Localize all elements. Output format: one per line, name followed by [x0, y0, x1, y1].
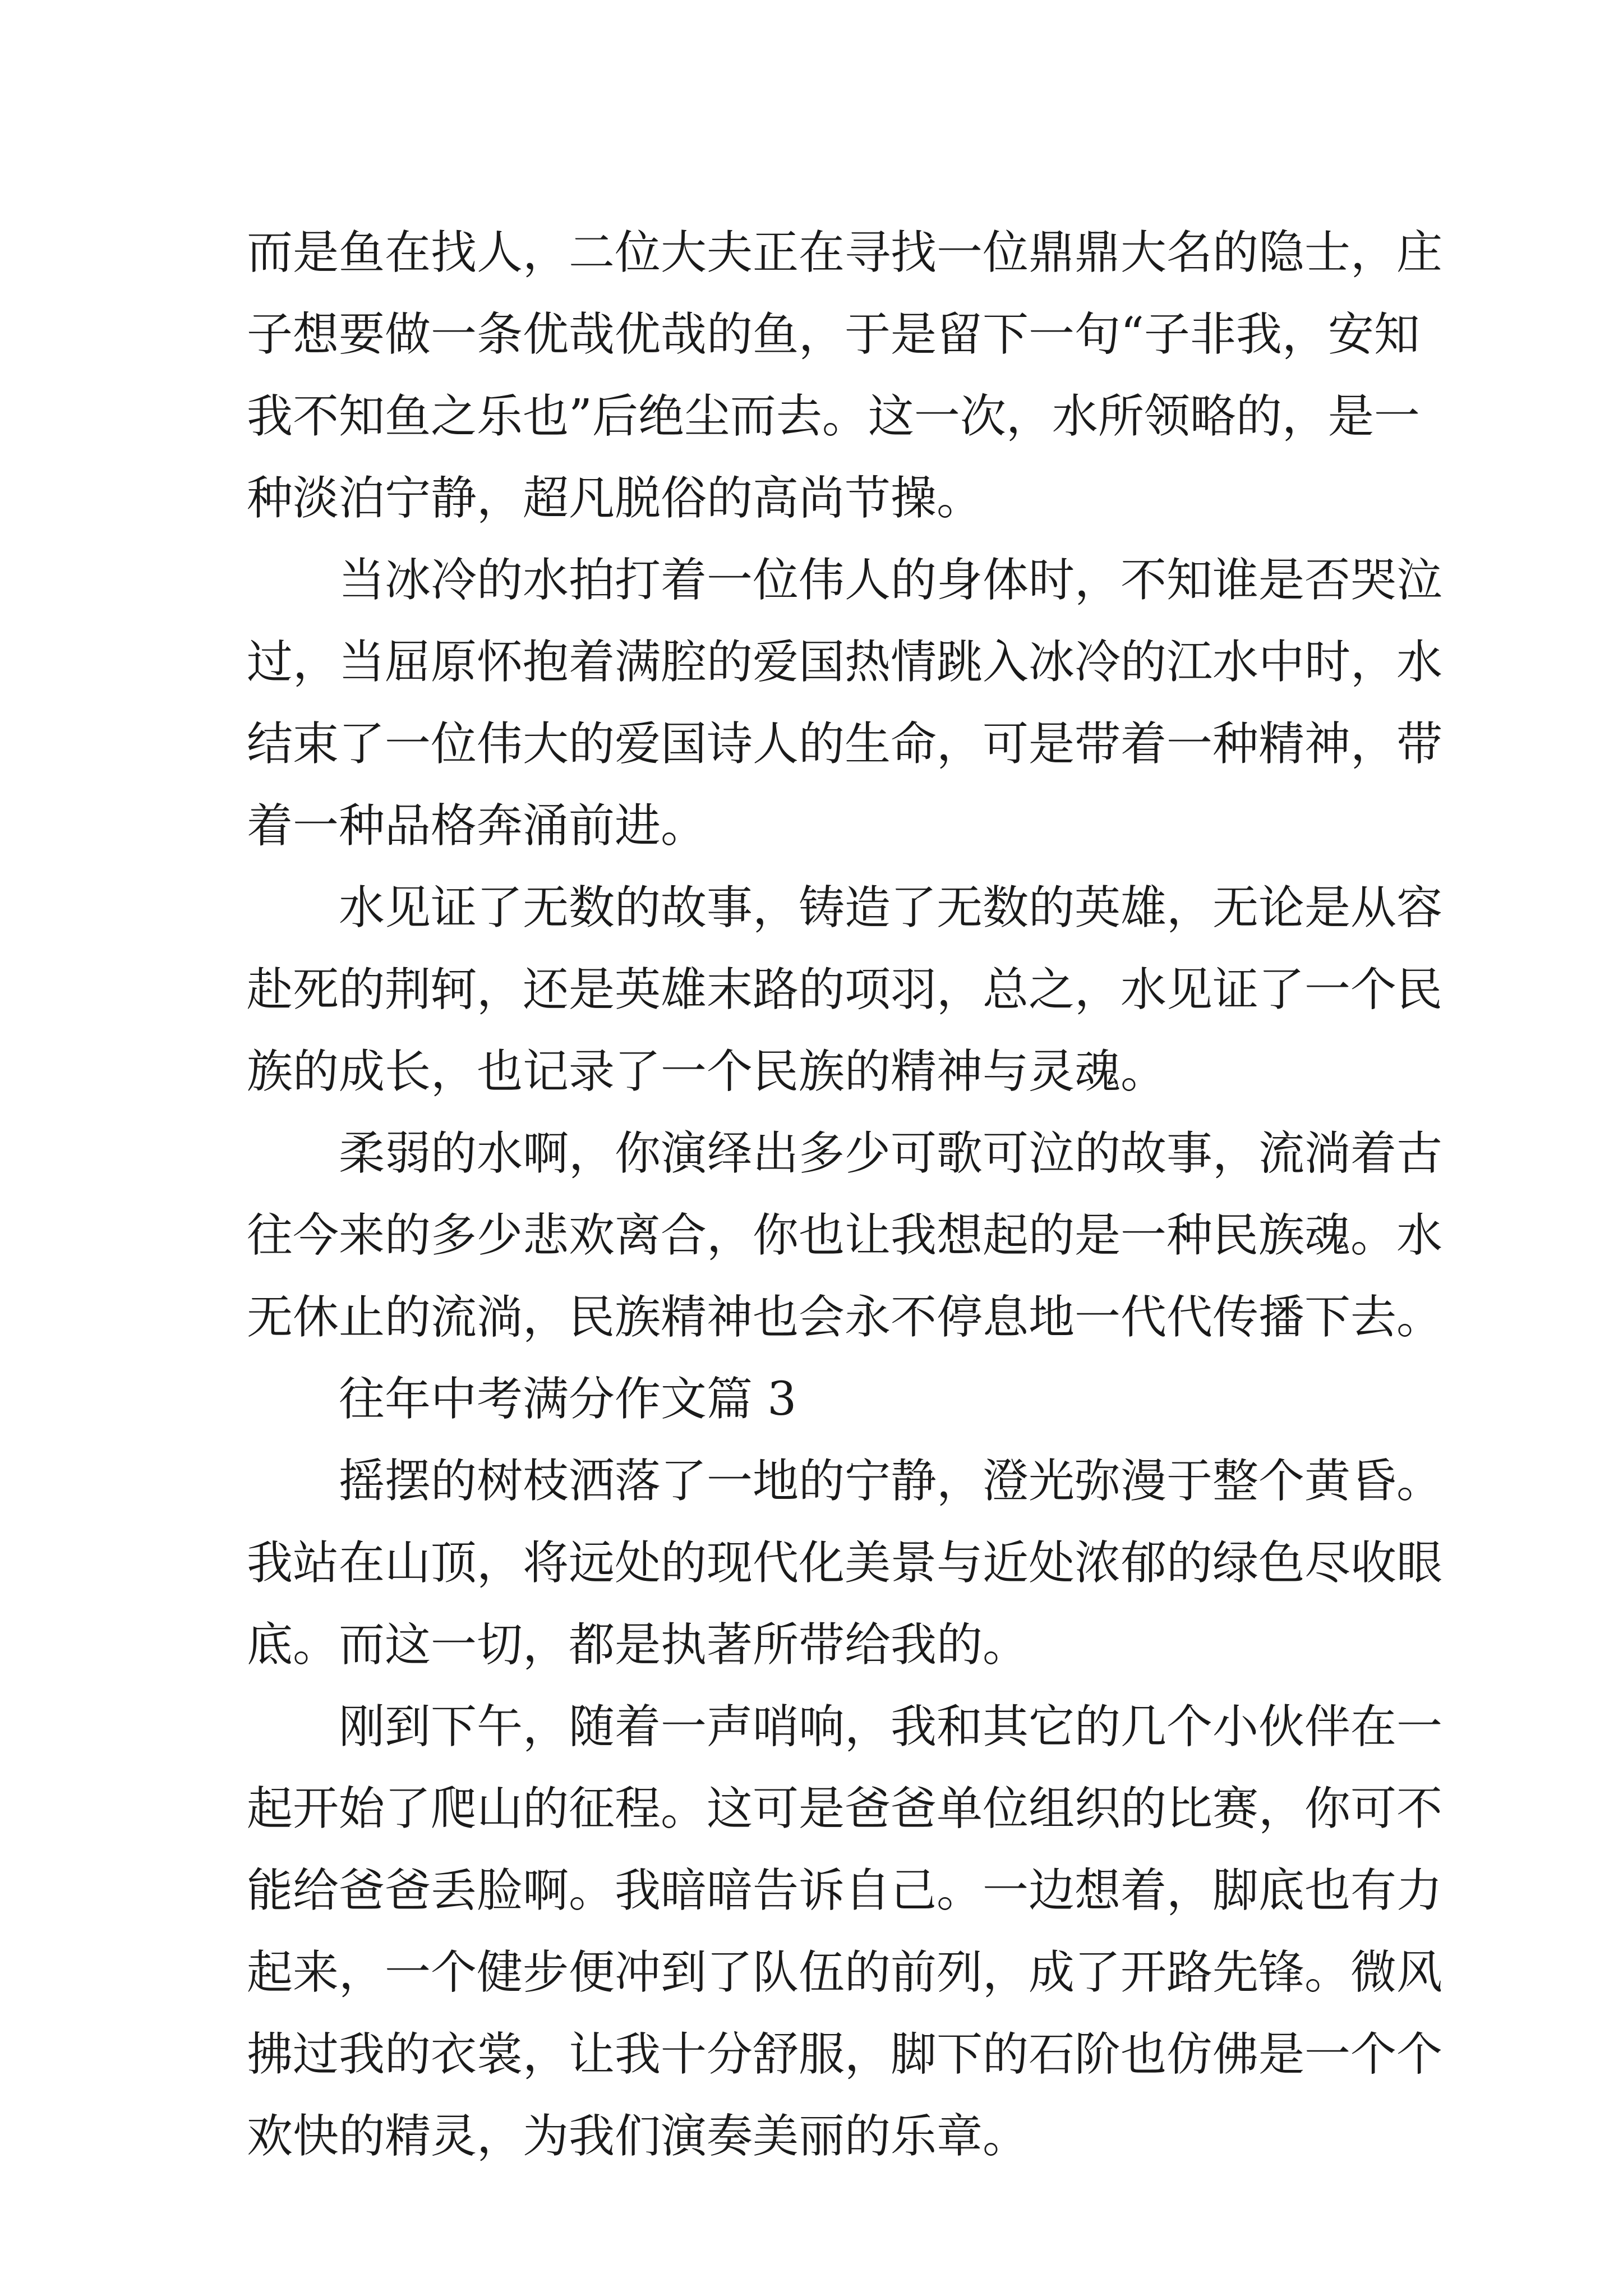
- section-heading: 往年中考满分作文篇 3: [339, 1373, 797, 1426]
- paragraph-first-line: 柔弱的水啊，你演绎出多少可歌可泣的故事，流淌着古: [339, 1127, 1443, 1180]
- text-line: 结束了一位伟大的爱国诗人的生命，可是带着一种精神，带: [247, 717, 1443, 771]
- text-line: 底。而这一切，都是执著所带给我的。: [247, 1618, 1029, 1672]
- text-line: 着一种品格奔涌前进。: [247, 799, 707, 853]
- paragraph-first-line: 摇摆的树枝洒落了一地的宁静，澄光弥漫于整个黄昏。: [339, 1455, 1443, 1508]
- text-line: 无休止的流淌，民族精神也会永不停息地一代代传播下去。: [247, 1291, 1443, 1344]
- text-line: 过，当屈原怀抱着满腔的爱国热情跳入冰冷的江水中时，水: [247, 636, 1443, 689]
- paragraph-first-line: 刚到下午，随着一声哨响，我和其它的几个小伙伴在一: [339, 1700, 1443, 1754]
- text-line: 我不知鱼之乐也”后绝尘而去。这一次，水所领略的，是一: [247, 390, 1420, 443]
- text-line: 族的成长，也记录了一个民族的精神与灵魂。: [247, 1045, 1167, 1098]
- text-line: 而是鱼在找人，二位大夫正在寻找一位鼎鼎大名的隐士，庄: [247, 226, 1443, 279]
- text-line: 我站在山顶，将远处的现代化美景与近处浓郁的绿色尽收眼: [247, 1536, 1443, 1590]
- text-line: 子想要做一条优哉优哉的鱼，于是留下一句“子非我，安知: [247, 308, 1420, 361]
- paragraph-first-line: 当冰冷的水拍打着一位伟人的身体时，不知谁是否哭泣: [339, 554, 1443, 607]
- text-line: 拂过我的衣裳，让我十分舒服，脚下的石阶也仿佛是一个个: [247, 2028, 1443, 2081]
- text-line: 欢快的精灵，为我们演奏美丽的乐章。: [247, 2110, 1029, 2163]
- body-text: [247, 212, 1443, 2178]
- paragraph-first-line: 水见证了无数的故事，铸造了无数的英雄，无论是从容: [339, 881, 1443, 935]
- text-line: 往今来的多少悲欢离合，你也让我想起的是一种民族魂。水: [247, 1209, 1443, 1262]
- text-line: 赴死的荆轲，还是英雄末路的项羽，总之，水见证了一个民: [247, 963, 1443, 1016]
- text-line: 起开始了爬山的征程。这可是爸爸单位组织的比赛，你可不: [247, 1782, 1443, 1835]
- text-line: 种淡泊宁静，超凡脱俗的高尚节操。: [247, 472, 983, 525]
- text-line: 起来，一个健步便冲到了队伍的前列，成了开路先锋。微风: [247, 1946, 1443, 1999]
- text-line: 能给爸爸丢脸啊。我暗暗告诉自己。一边想着，脚底也有力: [247, 1864, 1443, 1917]
